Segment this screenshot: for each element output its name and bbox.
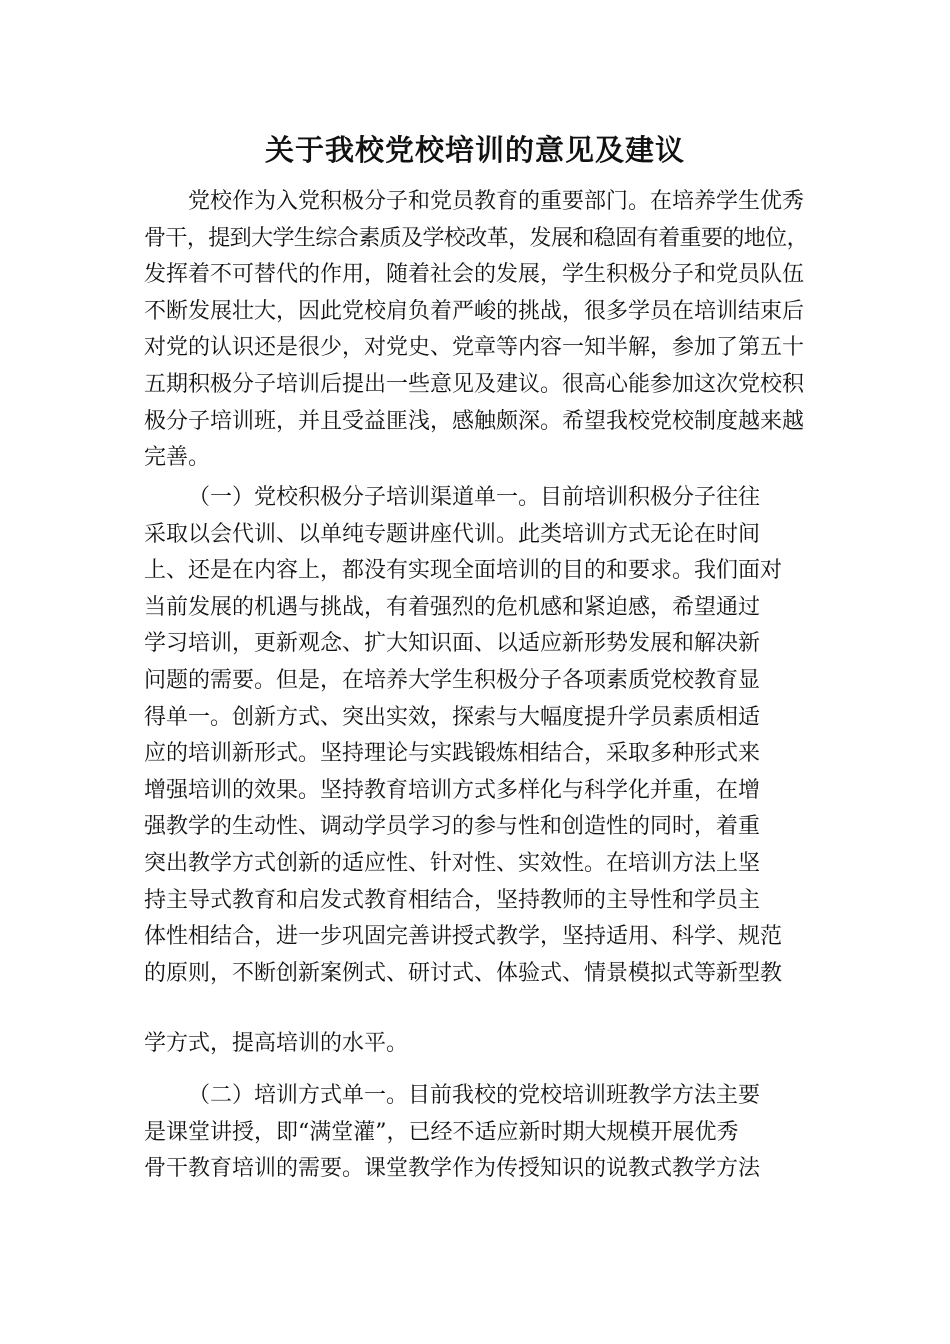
text-line: 骨干教育培训的需要。课堂教学作为传授知识的说教式教学方法 xyxy=(144,1156,761,1182)
text-line: 强教学的生动性、调动学员学习的参与性和创造性的同时，着重 xyxy=(144,814,761,840)
text-line: 骨干，提到大学生综合素质及学校改革，发展和稳固有着重要的地位， xyxy=(144,225,809,251)
text-line: （一）党校积极分子培训渠道单一。目前培训积极分子往往 xyxy=(188,485,761,510)
text-line: 学方式，提高培训的水平。 xyxy=(144,1031,409,1056)
paragraph-section-two xyxy=(144,1078,808,1188)
paragraph-section-one xyxy=(144,480,808,992)
text-line: 完善。 xyxy=(144,445,211,471)
text-line: 持主导式教育和启发式教育相结合，坚持教师的主导性和学员主 xyxy=(144,887,761,913)
text-line: 得单一。创新方式、突出实效，探索与大幅度提升学员素质相适 xyxy=(144,704,761,730)
text-line: 突出教学方式创新的适应性、针对性、实效性。在培训方法上坚 xyxy=(144,850,761,876)
text-line: 的原则，不断创新案例式、研讨式、体验式、情景模拟式等新型教 xyxy=(144,960,783,986)
text-line: 增强培训的效果。坚持教育培训方式多样化与科学化并重，在增 xyxy=(144,777,761,803)
text-line: 体性相结合，进一步巩固完善讲授式教学，坚持适用、科学、规范 xyxy=(144,924,783,950)
paragraph-intro xyxy=(144,184,808,477)
text-line: 是课堂讲授，即“满堂灌”，已经不适应新时期大规模开展优秀 xyxy=(144,1119,739,1145)
text-line: 五期积极分子培训后提出一些意见及建议。很高心能参加这次党校积 xyxy=(144,371,805,397)
text-line: 发挥着不可替代的作用，随着社会的发展，学生积极分子和党员队伍 xyxy=(144,262,805,288)
text-line: 对党的认识还是很少，对党史、党章等内容一知半解，参加了第五十 xyxy=(144,335,805,361)
text-line: 不断发展壮大，因此党校肩负着严峻的挑战，很多学员在培训结束后 xyxy=(144,298,805,324)
document-title: 关于我校党校培训的意见及建议 xyxy=(264,133,685,167)
text-line: （二）培训方式单一。目前我校的党校培训班教学方法主要 xyxy=(188,1083,761,1108)
text-line: 极分子培训班，并且受益匪浅，感触颇深。希望我校党校制度越来越 xyxy=(144,408,805,434)
text-line: 应的培训新形式。坚持理论与实践锻炼相结合，采取多种形式来 xyxy=(144,741,761,767)
text-line: 党校作为入党积极分子和党员教育的重要部门。在培养学生优秀 xyxy=(188,189,805,214)
text-line: 采取以会代训、以单纯专题讲座代训。此类培训方式无论在时间 xyxy=(144,521,761,547)
text-line: 问题的需要。但是，在培养大学生积极分子各项素质党校教育显 xyxy=(144,667,761,693)
text-line: 当前发展的机遇与挑战，有着强烈的危机感和紧迫感，希望通过 xyxy=(144,594,761,620)
text-line: 上、还是在内容上，都没有实现全面培训的目的和要求。我们面对 xyxy=(144,558,783,584)
paragraph-section-one-continued xyxy=(144,1026,808,1063)
text-line: 学习培训，更新观念、扩大知识面、以适应新形势发展和解决新 xyxy=(144,631,761,657)
